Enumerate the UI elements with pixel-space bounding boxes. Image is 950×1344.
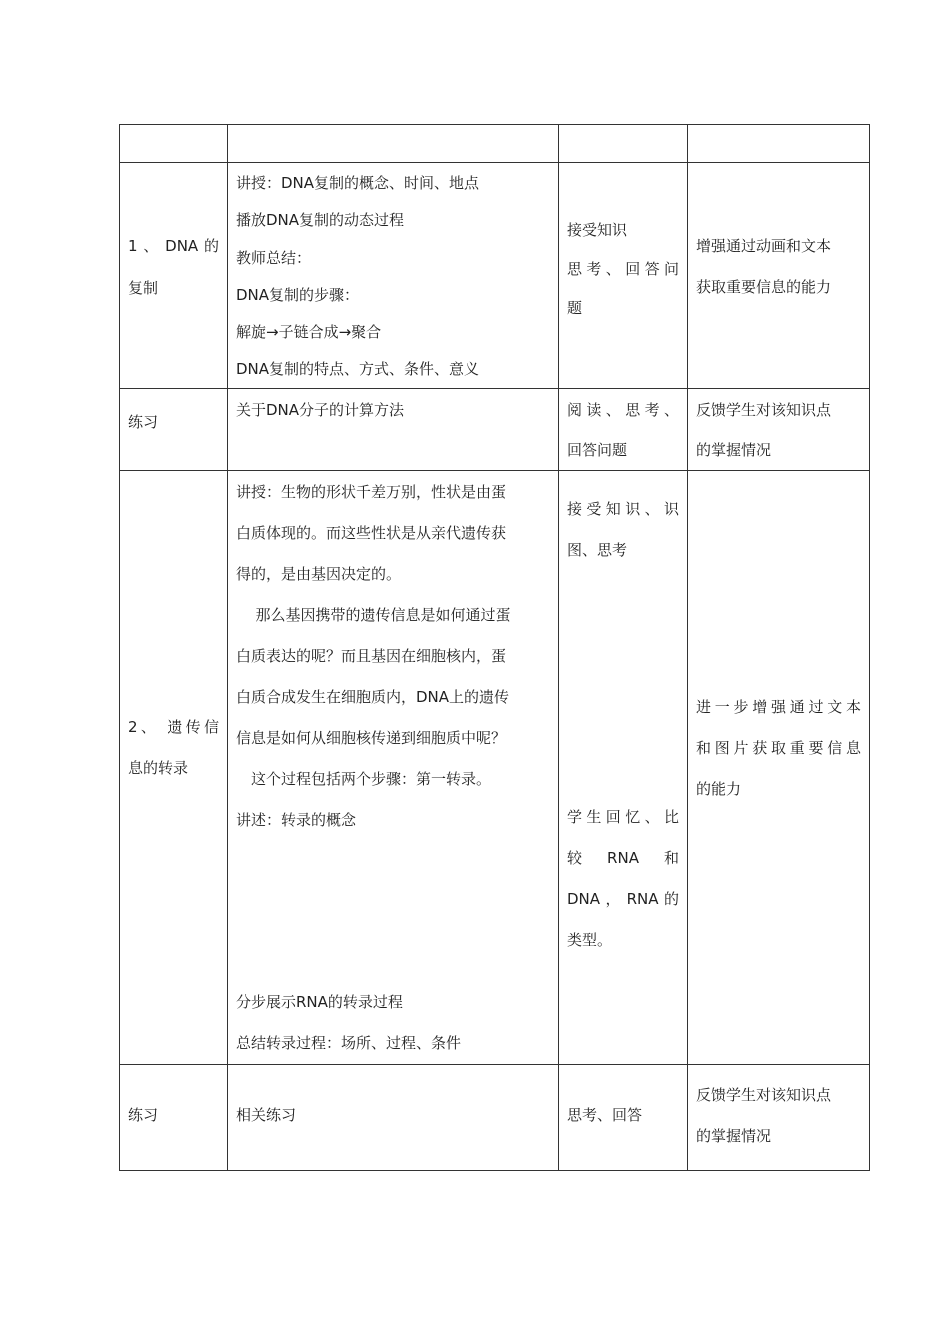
design-intent-line: 反馈学生对该知识点 <box>696 1086 832 1104</box>
spacer <box>567 571 679 797</box>
student-activity-line: 学生回忆、比 <box>567 808 679 826</box>
teacher-activity-line: 这个过程包括两个步骤：第一转录。 <box>251 770 492 788</box>
section-title-line: 息的转录 <box>128 759 189 777</box>
teacher-activity-line: 教师总结： <box>236 249 312 267</box>
student-activity-line: 接受知识 <box>567 221 628 239</box>
student-activity-line: 思考、回答 <box>567 1106 643 1124</box>
student-activity-line: 思考、回答问 <box>567 260 679 278</box>
student-activity-cell <box>559 471 688 1065</box>
teacher-activity-line: 讲授：DNA复制的概念、时间、地点 <box>236 174 480 192</box>
design-intent-line: 反馈学生对该知识点 <box>696 401 832 419</box>
design-intent-cell <box>688 471 870 1065</box>
lesson-plan-table <box>119 124 870 1171</box>
student-activity-cell <box>559 389 688 471</box>
header-cell <box>559 125 688 163</box>
teacher-activity-line: 白质体现的。而这些性状是从亲代遗传获 <box>236 524 507 542</box>
table-header-row <box>120 125 870 163</box>
teacher-activity-line: 白质表达的呢？而且基因在细胞核内，蛋 <box>236 647 507 665</box>
student-activity-line: 图、思考 <box>567 541 628 559</box>
student-activity-line: DNA ， RNA 的 <box>567 890 679 908</box>
design-intent-line: 和图片获取重要信息 <box>696 739 861 757</box>
teacher-activity-cell <box>228 163 559 389</box>
teacher-activity-line: DNA复制的步骤： <box>236 286 360 304</box>
table-row-transcription <box>120 471 870 1065</box>
section-title-line: 练习 <box>128 1106 159 1124</box>
design-intent-line: 进一步增强通过文本 <box>696 698 861 716</box>
teacher-activity-line: 信息是如何从细胞核传递到细胞质中呢？ <box>236 729 507 747</box>
section-title-cell <box>120 471 228 1065</box>
design-intent-line: 增强通过动画和文本 <box>696 237 832 255</box>
teacher-activity-line: 相关练习 <box>236 1106 297 1124</box>
section-title-cell <box>120 163 228 389</box>
design-intent-line: 的能力 <box>696 780 742 798</box>
student-activity-line: 阅读、思考、 <box>567 401 679 419</box>
student-activity-line: 较 RNA 和 <box>567 849 679 867</box>
section-title-line: 2、 遗传信 <box>128 718 219 736</box>
section-title-line: 复制 <box>128 279 159 297</box>
design-intent-cell <box>688 1065 870 1171</box>
student-activity-line: 题 <box>567 299 583 317</box>
section-title-line: 练习 <box>128 413 159 431</box>
teacher-activity-line: 讲述：转录的概念 <box>236 811 357 829</box>
table-row-exercise-2 <box>120 1065 870 1171</box>
teacher-activity-line: 那么基因携带的遗传信息是如何通过蛋 <box>255 606 511 624</box>
teacher-activity-line: 分步展示RNA的转录过程 <box>236 993 403 1011</box>
teacher-activity-cell <box>228 1065 559 1171</box>
student-activity-line: 接受知识、识 <box>567 500 679 518</box>
design-intent-line: 的掌握情况 <box>696 1127 772 1145</box>
table-row-exercise-1 <box>120 389 870 471</box>
section-title-line: 1 、 DNA 的 <box>128 237 219 255</box>
teacher-activity-line: DNA复制的特点、方式、条件、意义 <box>236 360 480 378</box>
design-intent-line: 获取重要信息的能力 <box>696 278 832 296</box>
header-cell <box>228 125 559 163</box>
spacer <box>236 841 550 982</box>
teacher-activity-cell <box>228 471 559 1065</box>
student-activity-cell <box>559 1065 688 1171</box>
student-activity-cell <box>559 163 688 389</box>
teacher-activity-line: 关于DNA分子的计算方法 <box>236 401 405 419</box>
section-title-cell <box>120 1065 228 1171</box>
teacher-activity-line: 得的，是由基因决定的。 <box>236 565 402 583</box>
section-title-cell <box>120 389 228 471</box>
table-row-dna-replication <box>120 163 870 389</box>
teacher-activity-line: 讲授：生物的形状千差万别，性状是由蛋 <box>236 483 507 501</box>
design-intent-line: 的掌握情况 <box>696 441 772 459</box>
design-intent-cell <box>688 163 870 389</box>
header-cell <box>120 125 228 163</box>
teacher-activity-line: 总结转录过程：场所、过程、条件 <box>236 1034 462 1052</box>
teacher-activity-line: 白质合成发生在细胞质内，DNA上的遗传 <box>236 688 510 706</box>
design-intent-cell <box>688 389 870 471</box>
header-cell <box>688 125 870 163</box>
teacher-activity-cell <box>228 389 559 471</box>
student-activity-line: 回答问题 <box>567 441 628 459</box>
student-activity-line: 类型。 <box>567 931 613 949</box>
teacher-activity-line: 解旋→子链合成→聚合 <box>236 323 382 341</box>
teacher-activity-line: 播放DNA复制的动态过程 <box>236 211 405 229</box>
